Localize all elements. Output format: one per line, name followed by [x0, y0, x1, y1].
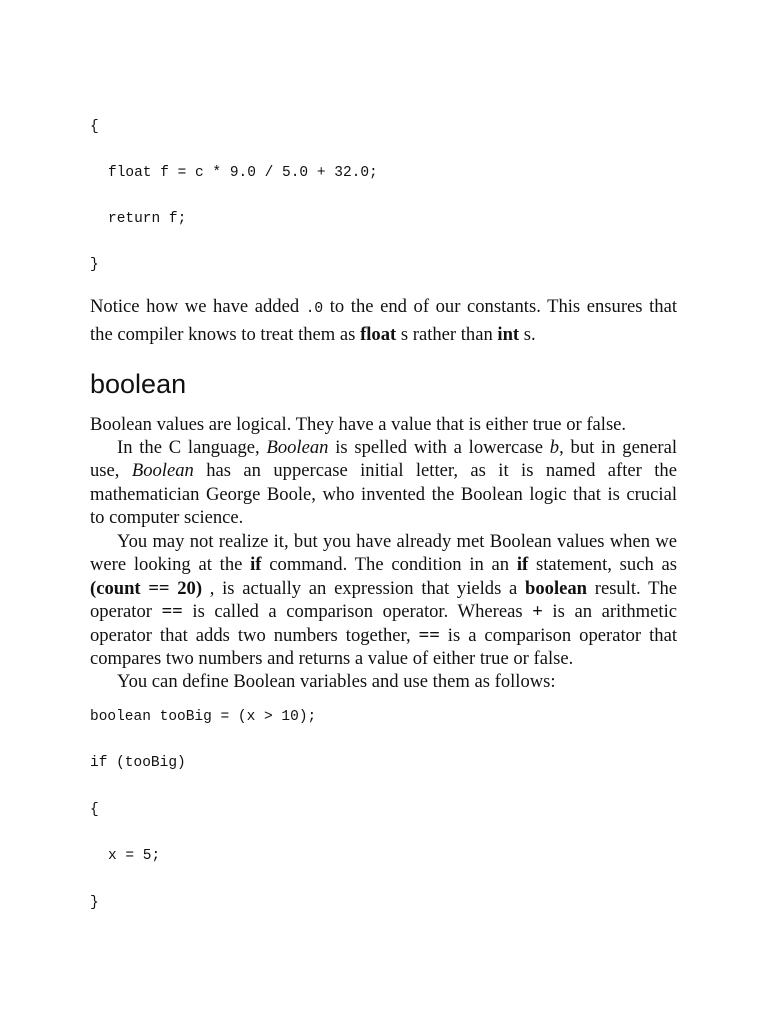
code-line: return f;	[108, 211, 187, 227]
code-line: x = 5;	[108, 848, 161, 864]
code-line: if (tooBig)	[90, 755, 186, 771]
code-line: {	[90, 802, 99, 818]
notice-paragraph: Notice how we have added .0 to the end of our constants. This ensures that the compiler knows to treat them as float s rather than int s.	[90, 296, 677, 345]
code-line: float f = c * 9.0 / 5.0 + 32.0;	[108, 165, 378, 181]
code-line: boolean tooBig = (x > 10);	[90, 709, 317, 725]
inline-code: .0	[305, 301, 324, 317]
code-line: {	[90, 119, 99, 135]
paragraph-boolean-intro: Boolean values are logical. They have a value that is either true or false.	[90, 414, 627, 435]
paragraph-comparison-operator: You may not realize it, but you have already met Boolean values when we were looking at the if command. The condition in an if statement, such as (count == 20) , is actually an expression that yields a boolean result. The operator == is called a comparison operator. Whereas + is an arithmetic operator that adds two numbers together, == is a comparison operator that compares two numbers and returns a value of either true or false.	[90, 531, 677, 670]
code-line: }	[90, 257, 99, 273]
code-line: }	[90, 895, 99, 911]
section-heading: boolean	[90, 369, 187, 399]
paragraph-define-variables: You can define Boolean variables and use them as follows:	[117, 671, 556, 692]
paragraph-boolean-naming: In the C language, Boolean is spelled with a lowercase b, but in general use, Boolean has an uppercase initial letter, as it is named after the mathematician George Boole, who invented the Boolean logic that is crucial to computer science.	[90, 437, 677, 529]
